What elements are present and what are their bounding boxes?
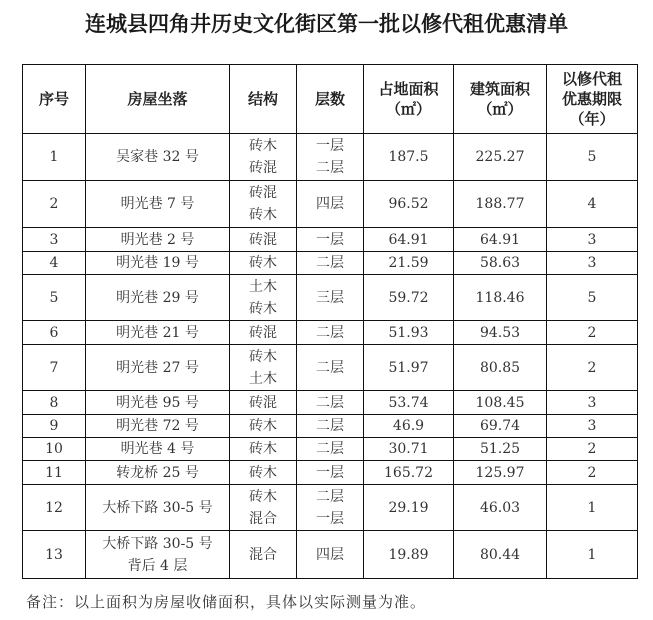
cell-floors xyxy=(297,461,364,485)
table-row xyxy=(23,134,638,181)
cell-structure xyxy=(230,252,297,275)
cell-structure-line: 砖混 xyxy=(249,160,277,176)
cell-address xyxy=(86,485,230,531)
header-line: 结构 xyxy=(247,90,278,108)
cell-land-area: 51.97 xyxy=(364,345,454,391)
cell-structure-line: 土木 xyxy=(249,370,277,387)
cell-structure-line: 混合 xyxy=(249,510,277,527)
header-land-area xyxy=(364,65,454,134)
cell-floors-line: 一层 xyxy=(316,510,344,527)
cell-address-line: 大桥下路 30-5 号 xyxy=(102,535,213,552)
cell-floors xyxy=(297,275,364,321)
cell-no: 3 xyxy=(23,228,86,252)
cell-address xyxy=(86,415,230,438)
cell-structure xyxy=(230,438,297,461)
cell-structure-line: 土木 xyxy=(249,278,277,295)
cell-building-area: 51.25 xyxy=(454,438,547,461)
cell-no: 12 xyxy=(23,485,86,531)
cell-structure xyxy=(230,228,297,252)
cell-address-line: 明光巷 4 号 xyxy=(120,441,195,457)
cell-floors xyxy=(297,134,364,181)
cell-address xyxy=(86,345,230,391)
cell-structure xyxy=(230,181,297,228)
cell-structure xyxy=(230,415,297,438)
table-row xyxy=(23,415,638,438)
cell-land-area: 187.5 xyxy=(364,134,454,181)
cell-structure xyxy=(230,134,297,181)
cell-land-area: 29.19 xyxy=(364,485,454,531)
header-line: （年） xyxy=(569,110,615,128)
cell-address xyxy=(86,252,230,275)
cell-no: 6 xyxy=(23,321,86,345)
header-line: 房屋坐落 xyxy=(127,90,188,108)
cell-land-area: 165.72 xyxy=(364,461,454,485)
cell-structure-line: 砖混 xyxy=(249,394,277,411)
cell-no: 2 xyxy=(23,181,86,228)
cell-structure xyxy=(230,531,297,579)
cell-floors xyxy=(297,228,364,252)
header-no xyxy=(23,65,86,134)
cell-term: 5 xyxy=(547,275,638,321)
cell-term: 3 xyxy=(547,228,638,252)
cell-building-area: 225.27 xyxy=(454,134,547,181)
cell-land-area: 53.74 xyxy=(364,391,454,415)
table-row xyxy=(23,438,638,461)
cell-address xyxy=(86,391,230,415)
cell-land-area: 21.59 xyxy=(364,252,454,275)
table-row xyxy=(23,228,638,252)
cell-floors-line: 二层 xyxy=(316,441,344,457)
cell-no: 5 xyxy=(23,275,86,321)
cell-land-area: 59.72 xyxy=(364,275,454,321)
header-structure xyxy=(230,65,297,134)
cell-structure xyxy=(230,485,297,531)
cell-floors xyxy=(297,181,364,228)
header-address xyxy=(86,65,230,134)
cell-floors xyxy=(297,252,364,275)
cell-structure-line: 砖混 xyxy=(249,185,277,201)
cell-floors-line: 一层 xyxy=(316,464,344,481)
cell-structure-line: 砖木 xyxy=(249,300,277,317)
cell-land-area: 30.71 xyxy=(364,438,454,461)
cell-address xyxy=(86,531,230,579)
table-row xyxy=(23,531,638,579)
cell-building-area: 46.03 xyxy=(454,485,547,531)
header-term xyxy=(547,65,638,134)
cell-floors-line: 二层 xyxy=(316,418,344,434)
table-row xyxy=(23,485,638,531)
header-line: 以修代租 xyxy=(561,70,622,88)
cell-floors-line: 二层 xyxy=(316,160,344,176)
header-building-area xyxy=(454,65,547,134)
header-line: 序号 xyxy=(38,90,69,108)
table-row xyxy=(23,252,638,275)
header-line: 优惠期限 xyxy=(561,90,622,108)
cell-address-line: 明光巷 72 号 xyxy=(116,418,199,434)
cell-structure xyxy=(230,391,297,415)
cell-no: 1 xyxy=(23,134,86,181)
cell-floors-line: 三层 xyxy=(316,289,344,306)
cell-address xyxy=(86,275,230,321)
cell-floors-line: 二层 xyxy=(316,255,344,271)
cell-floors xyxy=(297,531,364,579)
cell-term: 2 xyxy=(547,345,638,391)
cell-address-line: 明光巷 95 号 xyxy=(116,394,199,411)
cell-term: 3 xyxy=(547,252,638,275)
header-floors xyxy=(297,65,364,134)
cell-building-area: 80.85 xyxy=(454,345,547,391)
cell-address xyxy=(86,438,230,461)
header-line: （㎡） xyxy=(477,100,523,118)
cell-building-area: 108.45 xyxy=(454,391,547,415)
cell-address-line: 明光巷 2 号 xyxy=(120,231,195,248)
cell-term: 2 xyxy=(547,321,638,345)
cell-no: 10 xyxy=(23,438,86,461)
cell-term: 2 xyxy=(547,438,638,461)
header-line: 建筑面积 xyxy=(469,80,530,98)
cell-structure xyxy=(230,321,297,345)
cell-address xyxy=(86,228,230,252)
cell-land-area: 96.52 xyxy=(364,181,454,228)
cell-term: 3 xyxy=(547,415,638,438)
cell-no: 9 xyxy=(23,415,86,438)
cell-no: 11 xyxy=(23,461,86,485)
table-row xyxy=(23,181,638,228)
preferential-list-table xyxy=(22,64,638,579)
cell-structure-line: 混合 xyxy=(249,546,277,563)
cell-address-line: 明光巷 7 号 xyxy=(120,196,195,212)
cell-floors-line: 二层 xyxy=(316,359,344,376)
cell-structure-line: 砖木 xyxy=(249,207,277,223)
cell-land-area: 19.89 xyxy=(364,531,454,579)
cell-building-area: 69.74 xyxy=(454,415,547,438)
cell-structure-line: 砖木 xyxy=(249,488,277,505)
header-line: （㎡） xyxy=(385,100,431,118)
cell-land-area: 51.93 xyxy=(364,321,454,345)
cell-floors-line: 一层 xyxy=(316,138,344,154)
cell-address xyxy=(86,461,230,485)
cell-structure-line: 砖木 xyxy=(249,348,277,365)
cell-structure-line: 砖混 xyxy=(249,324,277,341)
cell-term: 5 xyxy=(547,134,638,181)
cell-floors-line: 四层 xyxy=(316,546,344,563)
cell-land-area: 46.9 xyxy=(364,415,454,438)
document-title: 连城县四角井历史文化街区第一批以修代租优惠清单 xyxy=(85,12,568,36)
cell-building-area: 118.46 xyxy=(454,275,547,321)
cell-building-area: 58.63 xyxy=(454,252,547,275)
header-line: 占地面积 xyxy=(378,80,439,98)
cell-address-line: 明光巷 19 号 xyxy=(116,255,199,271)
cell-building-area: 80.44 xyxy=(454,531,547,579)
cell-structure-line: 砖混 xyxy=(249,231,277,248)
cell-structure-line: 砖木 xyxy=(249,441,277,457)
cell-floors-line: 一层 xyxy=(316,231,344,248)
cell-address xyxy=(86,181,230,228)
table-row xyxy=(23,321,638,345)
table-row xyxy=(23,461,638,485)
cell-term: 1 xyxy=(547,485,638,531)
table-row xyxy=(23,391,638,415)
cell-land-area: 64.91 xyxy=(364,228,454,252)
cell-address-line: 明光巷 21 号 xyxy=(116,324,199,341)
cell-address xyxy=(86,321,230,345)
cell-structure-line: 砖木 xyxy=(249,138,277,154)
table-row xyxy=(23,275,638,321)
cell-address-line: 明光巷 27 号 xyxy=(116,359,199,376)
cell-address-line: 大桥下路 30-5 号 xyxy=(102,499,213,516)
cell-address xyxy=(86,134,230,181)
cell-structure xyxy=(230,461,297,485)
cell-floors-line: 二层 xyxy=(316,488,344,505)
cell-structure-line: 砖木 xyxy=(249,255,277,271)
cell-term: 3 xyxy=(547,391,638,415)
cell-term: 2 xyxy=(547,461,638,485)
table-body xyxy=(23,134,638,579)
cell-building-area: 64.91 xyxy=(454,228,547,252)
cell-no: 13 xyxy=(23,531,86,579)
cell-floors-line: 二层 xyxy=(316,394,344,411)
footnote: 备注：以上面积为房屋收储面积，具体以实际测量为准。 xyxy=(26,593,427,611)
cell-floors xyxy=(297,321,364,345)
cell-structure xyxy=(230,275,297,321)
cell-building-area: 125.97 xyxy=(454,461,547,485)
cell-address-line: 背后 4 层 xyxy=(127,557,188,574)
cell-no: 4 xyxy=(23,252,86,275)
cell-no: 7 xyxy=(23,345,86,391)
cell-floors xyxy=(297,485,364,531)
cell-term: 4 xyxy=(547,181,638,228)
cell-structure-line: 砖木 xyxy=(249,418,277,434)
cell-building-area: 188.77 xyxy=(454,181,547,228)
cell-address-line: 转龙桥 25 号 xyxy=(116,464,199,481)
cell-term: 1 xyxy=(547,531,638,579)
cell-floors xyxy=(297,345,364,391)
cell-floors xyxy=(297,438,364,461)
cell-address-line: 吴家巷 32 号 xyxy=(116,149,199,165)
cell-floors xyxy=(297,391,364,415)
table-row xyxy=(23,345,638,391)
cell-floors-line: 二层 xyxy=(316,324,344,341)
cell-building-area: 94.53 xyxy=(454,321,547,345)
cell-floors-line: 四层 xyxy=(316,196,344,212)
cell-floors xyxy=(297,415,364,438)
cell-no: 8 xyxy=(23,391,86,415)
cell-structure xyxy=(230,345,297,391)
header-line: 层数 xyxy=(314,90,345,108)
cell-structure-line: 砖木 xyxy=(249,464,277,481)
cell-address-line: 明光巷 29 号 xyxy=(116,289,199,306)
table-header-row xyxy=(23,65,638,134)
